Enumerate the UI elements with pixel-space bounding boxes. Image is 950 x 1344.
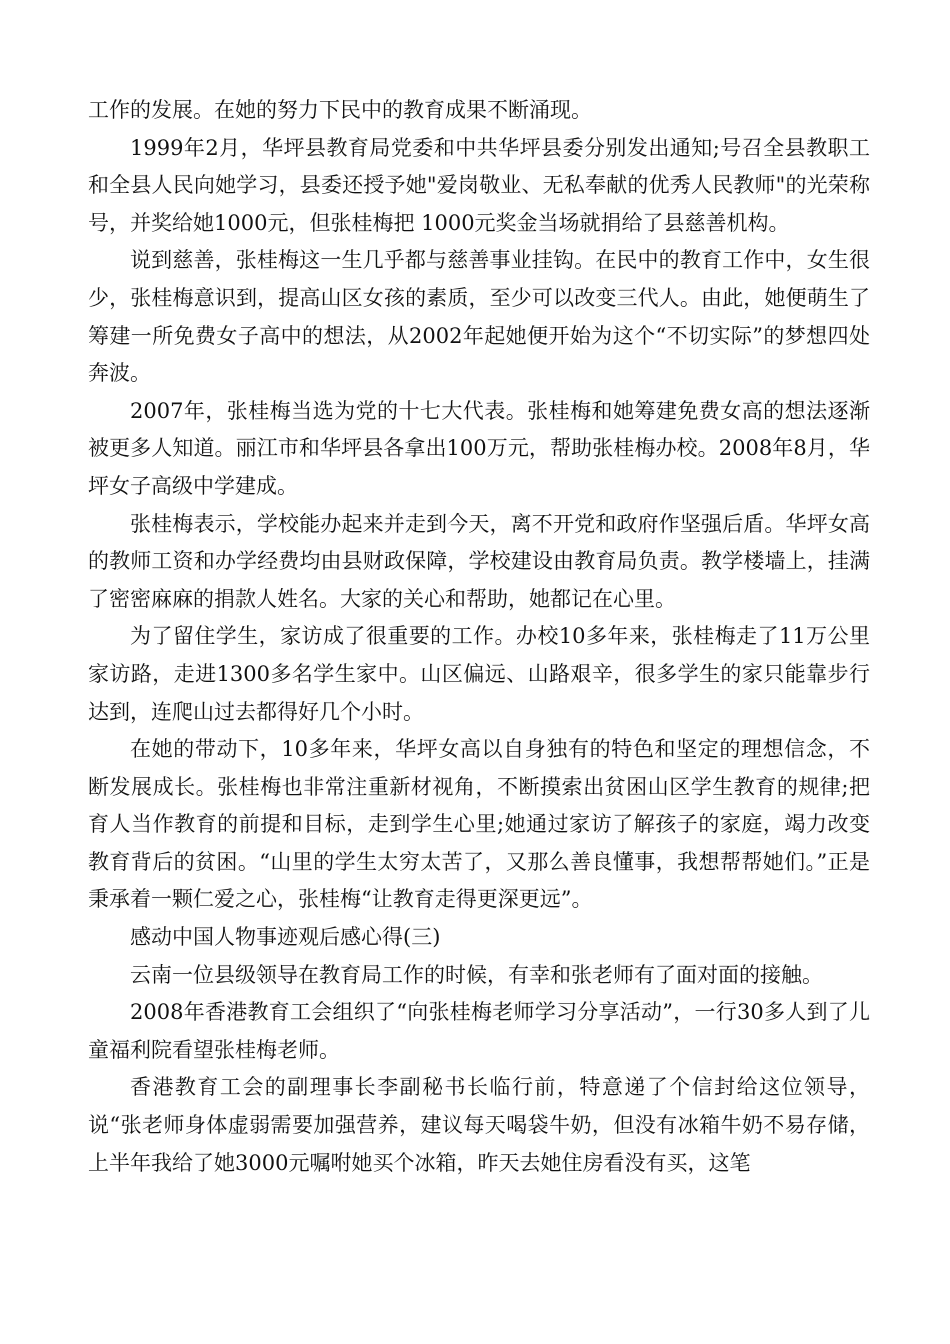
document-body xyxy=(88,92,870,1182)
paragraph: 为了留住学生，家访成了很重要的工作。办校10多年来，张桂梅走了11万公里家访路，走进1300多名学生家中。山区偏远、山路艰辛，很多学生的家只能靠步行达到，连爬山过去都得好几个小时。 xyxy=(88,624,870,724)
paragraph: 2008年香港教育工会组织了“向张桂梅老师学习分享活动”，一行30多人到了儿童福利院看望张桂梅老师。 xyxy=(88,1000,870,1062)
paragraph: 说到慈善，张桂梅这一生几乎都与慈善事业挂钩。在民中的教育工作中，女生很少，张桂梅意识到，提高山区女孩的素质，至少可以改变三代人。由此，她便萌生了筹建一所免费女子高中的想法，从2002年起她便开始为这个“不切实际”的梦想四处奔波。 xyxy=(88,248,870,386)
paragraph: 张桂梅表示，学校能办起来并走到今天，离不开党和政府作坚强后盾。华坪女高的教师工资和办学经费均由县财政保障，学校建设由教育局负责。教学楼墙上，挂满了密密麻麻的捐款人姓名。大家的关心和帮助，她都记在心里。 xyxy=(88,511,870,611)
paragraph: 1999年2月，华坪县教育局党委和中共华坪县委分别发出通知;号召全县教职工和全县人民向她学习，县委还授予她"爱岗敬业、无私奉献的优秀人民教师"的光荣称号，并奖给她1000元，但张桂梅把 1000元奖金当场就捐给了县慈善机构。 xyxy=(88,135,870,235)
paragraph: 云南一位县级领导在教育局工作的时候，有幸和张老师有了面对面的接触。 xyxy=(130,962,823,987)
paragraph: 2007年，张桂梅当选为党的十七大代表。张桂梅和她筹建免费女高的想法逐渐被更多人知道。丽江市和华坪县各拿出100万元，帮助张桂梅办校。2008年8月，华坪女子高级中学建成。 xyxy=(88,398,870,498)
paragraph: 工作的发展。在她的努力下民中的教育成果不断涌现。 xyxy=(88,98,592,122)
paragraph: 香港教育工会的副理事长李副秘书长临行前，特意递了个信封给这位领导，说“张老师身体虚弱需要加强营养，建议每天喝袋牛奶，但没有冰箱牛奶不易存储，上半年我给了她3000元嘱咐她买个冰箱，昨天去她住房看没有买，这笔 xyxy=(88,1075,870,1175)
section-heading: 感动中国人物事迹观后感心得(三) xyxy=(130,925,441,950)
paragraph: 在她的带动下，10多年来，华坪女高以自身独有的特色和坚定的理想信念，不断发展成长。张桂梅也非常注重新材视角，不断摸索出贫困山区学生教育的规律;把育人当作教育的前提和目标，走到学生心里;她通过家访了解孩子的家庭，竭力改变教育背后的贫困。“山里的学生太穷太苦了，又那么善良懂事，我想帮帮她们。”正是秉承着一颗仁爱之心，张桂梅“让教育走得更深更远”。 xyxy=(88,737,870,912)
